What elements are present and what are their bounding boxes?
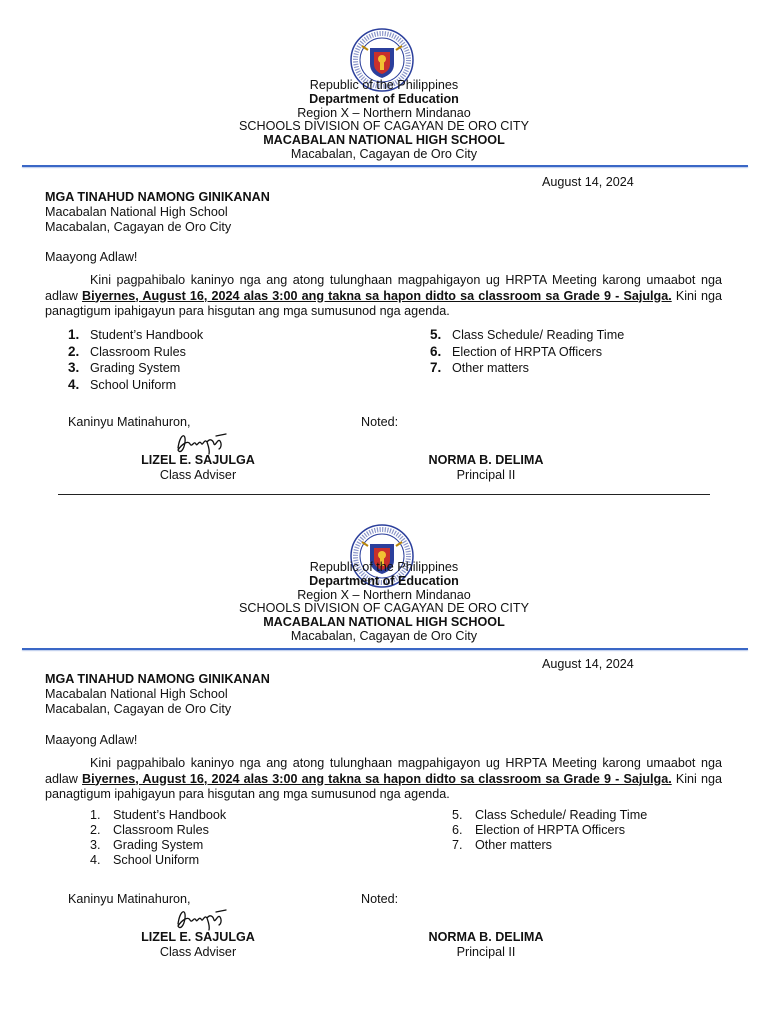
body-paragraph — [45, 273, 722, 320]
agenda-number: 6. — [452, 823, 463, 837]
recipient-city: Macabalan, Cagayan de Oro City — [45, 220, 232, 234]
letter-date: August 14, 2024 — [542, 657, 634, 671]
region-line: Region X – Northern Mindanao — [297, 105, 471, 120]
letter-date: August 14, 2024 — [542, 175, 634, 189]
agenda-number: 5. — [430, 327, 442, 342]
noted-label: Noted: — [361, 415, 399, 429]
closing-line: Kaninyu Matinahuron, — [68, 892, 191, 906]
agenda-list-left — [68, 327, 203, 393]
agenda-number: 4. — [90, 853, 101, 867]
agenda-text: Election of HRPTA Officers — [475, 823, 626, 837]
agenda-text: Classroom Rules — [90, 344, 186, 359]
agenda-text: Class Schedule/ Reading Time — [452, 328, 625, 342]
handwritten-signature — [172, 904, 232, 932]
department-line: Department of Education — [309, 91, 459, 106]
agenda-item — [430, 344, 624, 361]
header-divider — [22, 648, 748, 650]
agenda-list-right — [452, 808, 647, 853]
agenda-text: School Uniform — [113, 853, 200, 867]
greeting: Maayong Adlaw! — [45, 250, 138, 264]
agenda-item — [90, 823, 226, 838]
letterhead — [0, 561, 768, 644]
signer-principal — [386, 453, 586, 483]
agenda-item — [90, 853, 226, 868]
school-name: MACABALAN NATIONAL HIGH SCHOOL — [263, 133, 505, 148]
agenda-item — [452, 838, 647, 853]
republic-line: Republic of the Philippines — [309, 78, 459, 92]
agenda-number: 7. — [452, 838, 463, 852]
noted-label: Noted: — [361, 892, 399, 906]
agenda-text: Classroom Rules — [113, 823, 209, 837]
agenda-item — [430, 327, 624, 344]
signer-title: Class Adviser — [159, 468, 237, 482]
letterhead — [0, 79, 768, 162]
body-text-end: Kini nga panagtigum ipahigayun para hisgutan ang mga sumusunod nga agenda. — [45, 771, 722, 801]
agenda-text: Grading System — [90, 361, 181, 375]
agenda-number: 1. — [90, 808, 101, 822]
agenda-number: 5. — [452, 808, 463, 822]
agenda-text: Student’s Handbook — [90, 328, 204, 342]
agenda-item — [68, 327, 203, 344]
closing-line: Kaninyu Matinahuron, — [68, 415, 191, 429]
agenda-number: 4. — [68, 376, 80, 392]
agenda-item — [68, 377, 203, 394]
agenda-number: 3. — [90, 838, 101, 852]
signer-title: Class Adviser — [159, 945, 237, 959]
agenda-item — [90, 838, 226, 853]
division-line: SCHOOLS DIVISION OF CAGAYAN DE ORO CITY — [239, 119, 529, 134]
greeting: Maayong Adlaw! — [45, 733, 138, 747]
agenda-list-left — [90, 808, 226, 868]
meeting-schedule: Biyernes, August 16, 2024 alas 3:00 ang takna sa hapon didto sa classroom sa Grade 9 - Sajulga. — [82, 288, 672, 303]
handwritten-signature — [172, 428, 232, 456]
signer-name: NORMA B. DELIMA — [428, 453, 544, 467]
agenda-text: School Uniform — [90, 377, 177, 392]
agenda-number: 1. — [68, 327, 80, 342]
recipient-name: MGA TINAHUD NAMONG GINIKANAN — [45, 190, 270, 204]
agenda-text: Other matters — [475, 838, 552, 852]
header-divider — [22, 165, 748, 167]
body-text-start: Kini pagpahibalo kaninyo nga ang atong tulunghaan magpahigayon ug HRPTA Meeting karong umaabot nga adlaw — [45, 273, 722, 303]
agenda-text: Election of HRPTA Officers — [452, 344, 603, 359]
department-line: Department of Education — [309, 573, 459, 588]
division-line: SCHOOLS DIVISION OF CAGAYAN DE ORO CITY — [239, 601, 529, 616]
school-address: Macabalan, Cagayan de Oro City — [290, 146, 478, 161]
agenda-number: 6. — [430, 343, 442, 359]
republic-line: Republic of the Philippines — [309, 560, 459, 574]
agenda-text: Grading System — [113, 838, 204, 852]
signer-adviser — [98, 930, 298, 960]
signer-name: LIZEL E. SAJULGA — [141, 930, 255, 944]
agenda-number: 3. — [68, 360, 80, 375]
body-text-end: Kini nga panagtigum ipahigayun para hisgutan ang mga sumusunod nga agenda. — [45, 288, 722, 318]
school-address: Macabalan, Cagayan de Oro City — [290, 628, 478, 643]
agenda-item — [68, 344, 203, 361]
agenda-text: Student’s Handbook — [113, 808, 227, 822]
recipient-city: Macabalan, Cagayan de Oro City — [45, 702, 232, 716]
body-text-start: Kini pagpahibalo kaninyo nga ang atong tulunghaan magpahigayon ug HRPTA Meeting karong umaabot nga adlaw — [45, 756, 722, 786]
agenda-item — [452, 808, 647, 823]
agenda-item — [452, 823, 647, 838]
meeting-schedule: Biyernes, August 16, 2024 alas 3:00 ang takna sa hapon didto sa classroom sa Grade 9 - Sajulga. — [82, 771, 672, 786]
recipient-block — [45, 190, 270, 235]
signer-name: LIZEL E. SAJULGA — [141, 453, 255, 467]
recipient-school: Macabalan National High School — [45, 205, 228, 219]
body-paragraph — [45, 756, 722, 803]
region-line: Region X – Northern Mindanao — [297, 587, 471, 602]
agenda-text: Other matters — [452, 361, 529, 375]
recipient-block — [45, 672, 270, 717]
cut-line-divider — [58, 494, 710, 495]
agenda-number: 2. — [90, 823, 101, 837]
agenda-text: Class Schedule/ Reading Time — [475, 808, 648, 822]
signer-title: Principal II — [456, 468, 516, 482]
agenda-item — [68, 360, 203, 377]
agenda-list-right — [430, 327, 624, 377]
agenda-number: 7. — [430, 360, 442, 375]
agenda-number: 2. — [68, 343, 80, 359]
agenda-item — [90, 808, 226, 823]
recipient-name: MGA TINAHUD NAMONG GINIKANAN — [45, 672, 270, 686]
recipient-school: Macabalan National High School — [45, 687, 228, 701]
signer-principal — [386, 930, 586, 960]
school-name: MACABALAN NATIONAL HIGH SCHOOL — [263, 615, 505, 630]
signer-name: NORMA B. DELIMA — [428, 930, 544, 944]
signer-adviser — [98, 453, 298, 483]
agenda-item — [430, 360, 624, 377]
signer-title: Principal II — [456, 945, 516, 959]
